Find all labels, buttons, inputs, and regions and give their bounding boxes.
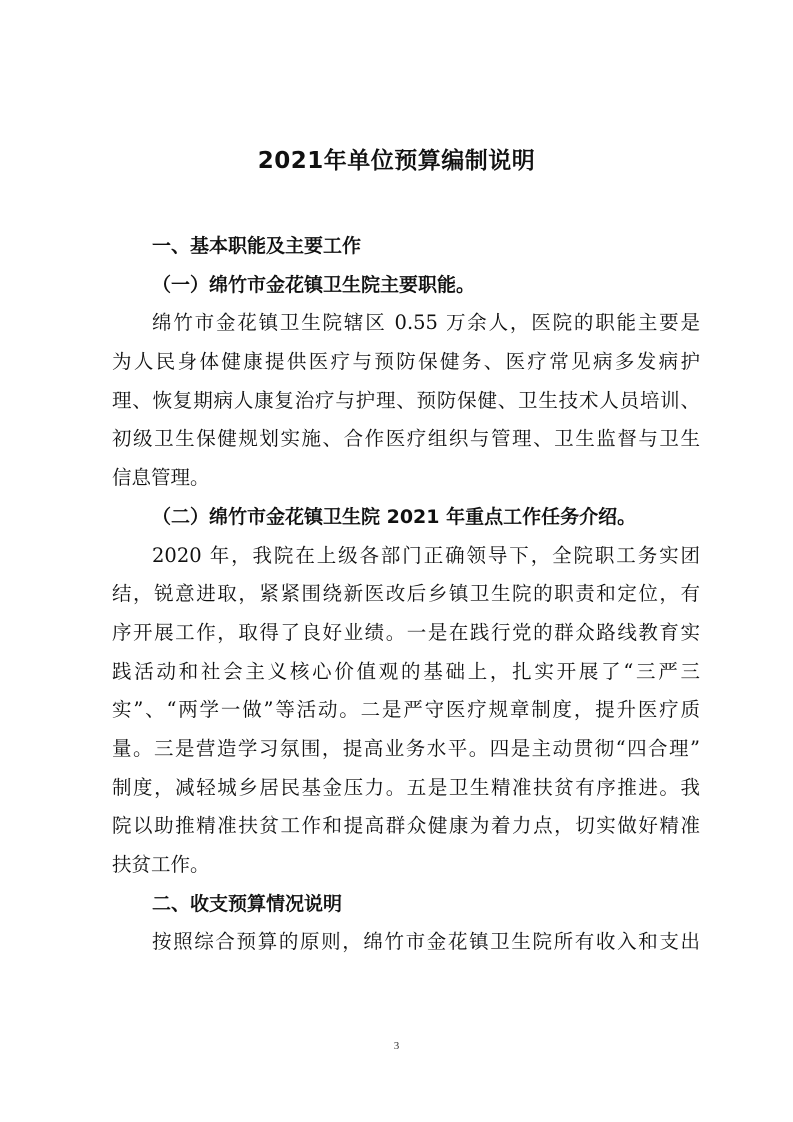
paragraph-line: 按照综合预算的原则，绵竹市金花镇卫生院所有收入和支出 — [152, 930, 700, 954]
section-heading-1: 一、基本职能及主要工作 — [152, 235, 362, 257]
paragraph-line: 制度，减轻城乡居民基金压力。五是卫生精准扶贫有序推进。我 — [112, 775, 700, 799]
paragraph-line: 为人民身体健康提供医疗与预防保健务、医疗常见病多发病护 — [112, 350, 700, 374]
paragraph-line: 践活动和社会主义核心价值观的基础上，扎实开展了“三严三 — [112, 659, 700, 683]
paragraph-line: 序开展工作，取得了良好业绩。一是在践行党的群众路线教育实 — [112, 620, 700, 644]
paragraph-line: 结，锐意进取，紧紧围绕新医改后乡镇卫生院的职责和定位，有 — [112, 582, 700, 606]
paragraph-line: 信息管理。 — [112, 466, 210, 490]
paragraph-line: 实”、“两学一做”等活动。二是严守医疗规章制度，提升医疗质 — [112, 698, 700, 722]
subsection-heading-2: （二）绵竹市金花镇卫生院 2021 年重点工作任务介绍。 — [152, 505, 637, 528]
paragraph-line: 初级卫生保健规划实施、合作医疗组织与管理、卫生监督与卫生 — [112, 427, 700, 451]
paragraph-line: 绵竹市金花镇卫生院辖区 0.55 万余人，医院的职能主要是 — [152, 311, 700, 335]
paragraph-line: 量。三是营造学习氛围，提高业务水平。四是主动贯彻“四合理” — [112, 736, 700, 760]
page-number: 3 — [393, 1040, 400, 1052]
document-body — [112, 227, 700, 962]
paragraph-line: 理、恢复期病人康复治疗与护理、预防保健、卫生技术人员培训、 — [112, 388, 700, 412]
paragraph-line: 扶贫工作。 — [112, 853, 210, 876]
section-heading-2: 二、收支预算情况说明 — [152, 892, 343, 915]
subsection-heading-1: （一）绵竹市金花镇卫生院主要职能。 — [152, 273, 476, 296]
paragraph-line: 院以助推精准扶贫工作和提高群众健康为着力点，切实做好精准 — [112, 814, 700, 838]
paragraph-line: 2020 年，我院在上级各部门正确领导下，全院职工务实团 — [152, 543, 700, 567]
document-title: 2021年单位预算编制说明 — [257, 148, 536, 174]
